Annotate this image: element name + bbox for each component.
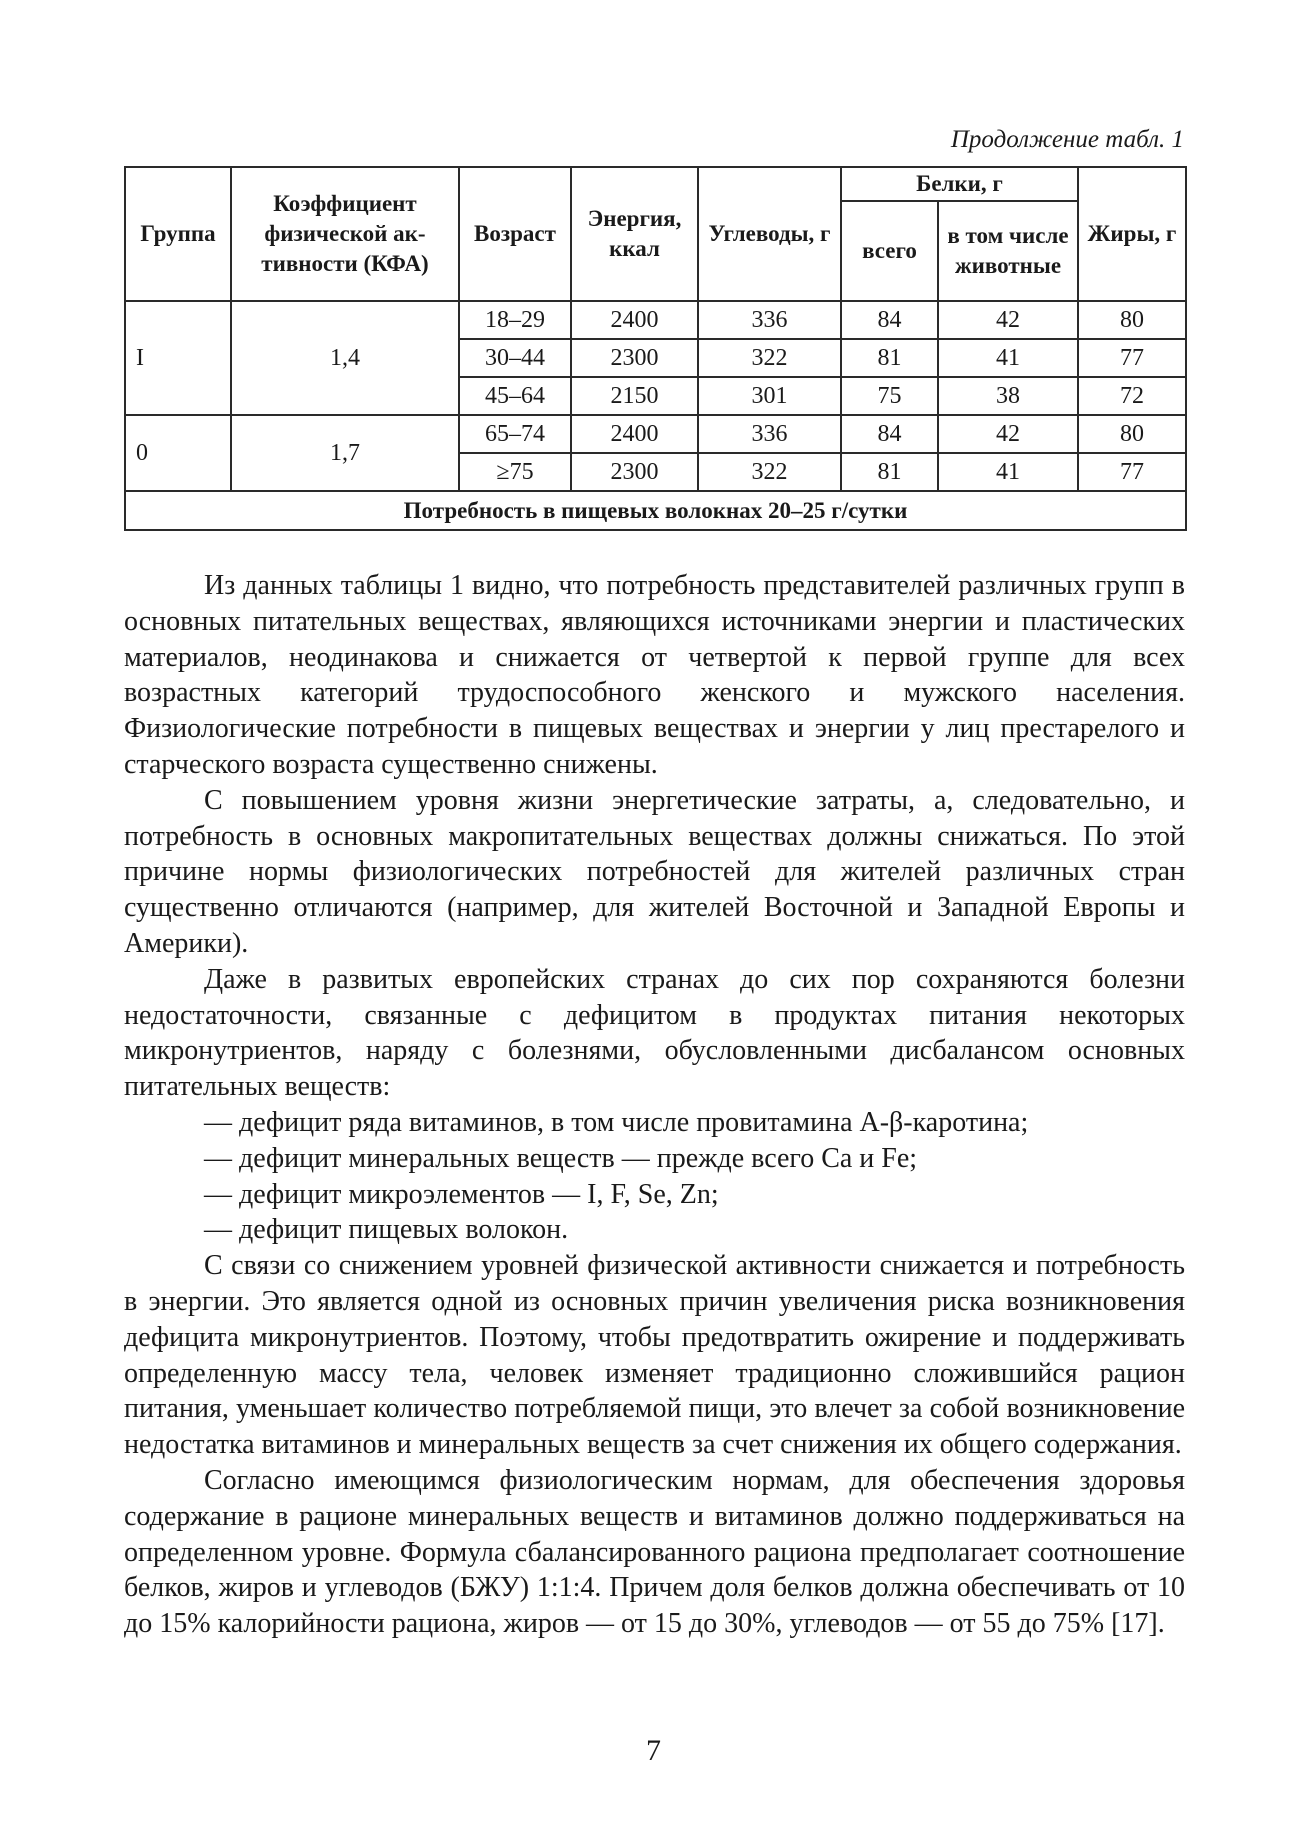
list-item: — дефицит ряда витаминов, в том числе провитамина А-β-каротина;: [204, 1106, 1029, 1138]
age-cell: 65–74: [459, 415, 571, 453]
list-item: — дефицит микроэлементов — I, F, Se, Zn;: [204, 1178, 719, 1210]
table-row: [125, 415, 1186, 453]
protein-total-cell: 84: [841, 415, 938, 453]
fat-cell: 77: [1078, 339, 1186, 377]
header-group: Группа: [125, 167, 231, 301]
age-cell: 30–44: [459, 339, 571, 377]
paragraph: Из данных таблицы 1 видно, что потребность представителей различных групп в основных питательных веществах, являющихся источниками энергии и пластических материалов, неодинакова и снижается от четвертой к первой группе для всех возрастных категорий трудоспособного женского и мужского населения. Физиологические потребности в пищевых веществах и энергии у лиц престарелого и старческого возраста существенно снижены.: [124, 570, 1185, 780]
page-number: 7: [646, 1734, 661, 1767]
carbs-cell: 322: [698, 453, 841, 491]
protein-animal-cell: 38: [938, 377, 1078, 415]
header-kfa: Коэффициент физической ак-тивности (КФА): [231, 167, 459, 301]
age-cell: 45–64: [459, 377, 571, 415]
header-proteins-total: всего: [841, 201, 938, 301]
energy-cell: 2300: [571, 453, 698, 491]
kfa-cell: 1,7: [231, 415, 459, 491]
carbs-cell: 336: [698, 415, 841, 453]
header-proteins-animal: в том числе животные: [938, 201, 1078, 301]
header-energy: Энергия, ккал: [571, 167, 698, 301]
fat-cell: 80: [1078, 301, 1186, 339]
table-caption: Продолжение табл. 1: [950, 126, 1184, 153]
carbs-cell: 336: [698, 301, 841, 339]
group-cell: I: [125, 301, 231, 415]
carbs-cell: 301: [698, 377, 841, 415]
protein-animal-cell: 42: [938, 415, 1078, 453]
protein-animal-cell: 42: [938, 301, 1078, 339]
protein-animal-cell: 41: [938, 453, 1078, 491]
table-row: [125, 301, 1186, 339]
list-item: — дефицит минеральных веществ — прежде всего Са и Fe;: [204, 1142, 918, 1174]
energy-cell: 2150: [571, 377, 698, 415]
protein-total-cell: 75: [841, 377, 938, 415]
protein-total-cell: 81: [841, 339, 938, 377]
protein-animal-cell: 41: [938, 339, 1078, 377]
energy-cell: 2300: [571, 339, 698, 377]
paragraph: С связи со снижением уровней физической активности снижается и потребность в энергии. Это является одной из основных причин увеличения риска возникновения дефицита микронутриентов. Поэтому, чтобы предотвратить ожирение и поддерживать определенную массу тела, человек изменяет традиционно сложившийся рацион питания, уменьшает количество потребляемой пищи, это влечет за собой возникновение недостатка витаминов и минеральных веществ за счет снижения их общего содержания.: [124, 1250, 1185, 1461]
header-age: Возраст: [459, 167, 571, 301]
fat-cell: 80: [1078, 415, 1186, 453]
header-fats: Жиры, г: [1078, 167, 1186, 301]
nutrition-table: [124, 166, 1187, 531]
header-carbs: Углеводы, г: [698, 167, 841, 301]
protein-total-cell: 81: [841, 453, 938, 491]
paragraph: Даже в развитых европейских странах до сих пор сохраняются болезни недостаточности, связанные с дефицитом в продуктах питания некоторых микронутриентов, наряду с болезнями, обусловленными дисбалансом основных питательных веществ:: [124, 963, 1185, 1103]
carbs-cell: 322: [698, 339, 841, 377]
kfa-cell: 1,4: [231, 301, 459, 415]
list-item: — дефицит пищевых волокон.: [204, 1214, 569, 1246]
group-cell: 0: [125, 415, 231, 491]
fat-cell: 77: [1078, 453, 1186, 491]
paragraph: Согласно имеющимся физиологическим нормам, для обеспечения здоровья содержание в рационе минеральных веществ и витаминов должно поддерживаться на определенном уровне. Формула сбалансированного рациона предполагает соотношение белков, жиров и углеводов (БЖУ) 1:1:4. Причем доля белков должна обеспечивать от 10 до 15% калорийности рациона, жиров — от 15 до 30%, углеводов — от 55 до 75% [17].: [124, 1464, 1185, 1640]
body-text: [124, 568, 1185, 1642]
age-cell: 18–29: [459, 301, 571, 339]
table-footer-note: Потребность в пищевых волокнах 20–25 г/сутки: [125, 491, 1186, 530]
header-proteins: Белки, г: [841, 167, 1078, 201]
protein-total-cell: 84: [841, 301, 938, 339]
energy-cell: 2400: [571, 301, 698, 339]
age-cell: ≥75: [459, 453, 571, 491]
energy-cell: 2400: [571, 415, 698, 453]
paragraph: С повышением уровня жизни энергетические затраты, а, следовательно, и потребность в основных макропитательных веществах должны снижаться. По этой причине нормы физиологических потребностей для жителей различных стран существенно отличаются (например, для жителей Восточной и Западной Европы и Америки).: [124, 784, 1185, 959]
fat-cell: 72: [1078, 377, 1186, 415]
